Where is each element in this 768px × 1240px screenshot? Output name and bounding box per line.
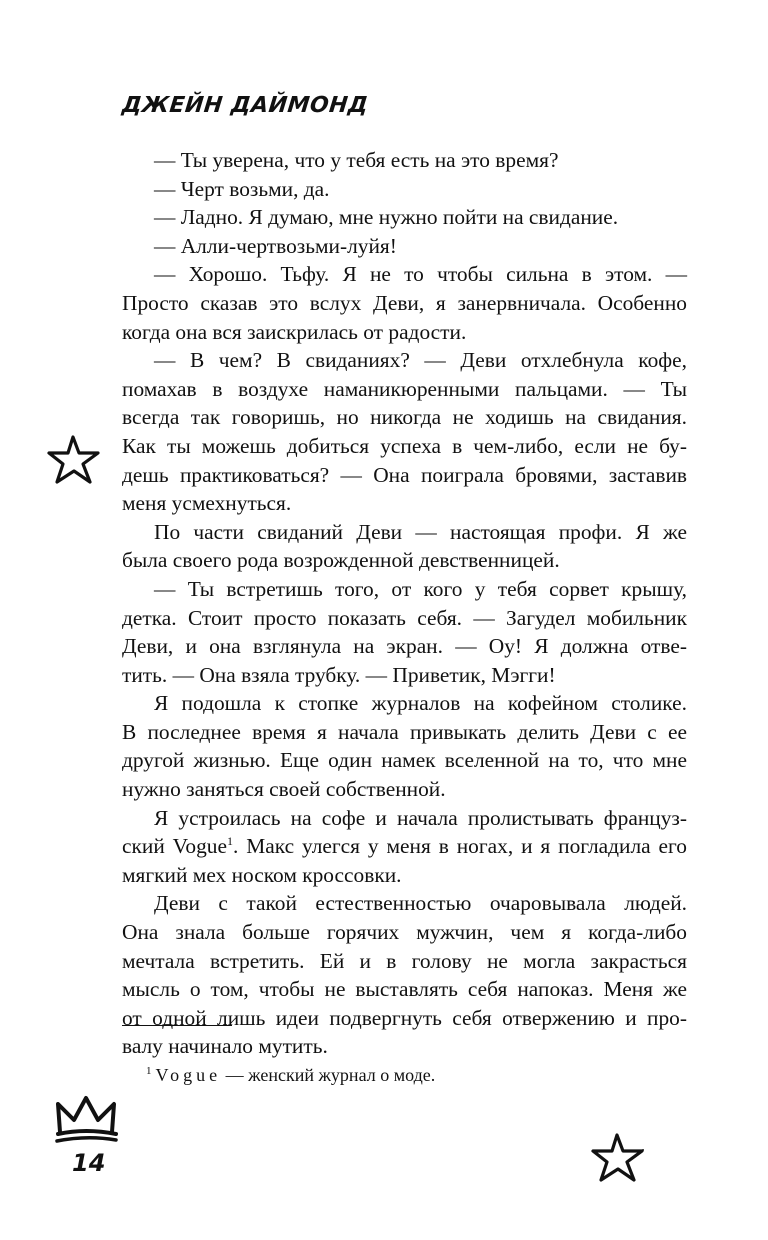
text-line: Просто сказав это вслух Деви, я занервничала. Особенно (122, 290, 687, 315)
text-line: мысль о том, чтобы не выставлять себя напоказ. Меня же (122, 977, 687, 1002)
text-line: — Ладно. Я думаю, мне нужно пойти на свидание. (154, 205, 619, 230)
page-number: 14 (72, 1149, 106, 1177)
text-line: — Ты уверена, что у тебя есть на это время? (154, 148, 559, 172)
text-line: Как ты можешь добиться успеха в чем-либо, если не бу- (122, 433, 687, 458)
text-line: была своего рода возрожденной девственницей. (122, 548, 560, 573)
text-line: В последнее время я начала привыкать делить Деви с ее (122, 719, 687, 744)
text-line: валу начинало мутить. (122, 1034, 328, 1059)
text-line: всегда так говоришь, но никогда не ходишь на свидания. (122, 405, 687, 430)
text-line: дешь практиковаться? — Она поиграла бровями, заставив (122, 462, 687, 487)
text-line: — Алли-чертвозьми-луйя! (154, 233, 397, 258)
text-line: Я подошла к стопке журналов на кофейном столике. (154, 691, 687, 716)
footnote-term: Vogue (155, 1065, 222, 1085)
text-line: меня усмехнуться. (122, 491, 292, 516)
running-head: ДЖЕЙН ДАЙМОНД (120, 93, 370, 118)
footnote-text: — женский журнал о моде. (221, 1065, 436, 1085)
footnote-mark: 1 (146, 1065, 152, 1077)
text-line: — Черт возьми, да. (154, 176, 330, 201)
footnote (146, 1063, 435, 1087)
text-line: другой жизнью. Еще один намек вселенной на то, что мне (122, 748, 687, 773)
text-line: Деви с такой естественностью очаровывала людей. (154, 891, 687, 916)
crown-icon (54, 1094, 120, 1146)
text-line: — В чем? В свиданиях? — Деви отхлебнула кофе, (154, 348, 687, 373)
text-line: мечтала встретить. Ей и в голову не могла закрасться (122, 948, 687, 973)
text-line: когда она вся заискрилась от радости. (122, 319, 467, 344)
text-line: мягкий мех носком кроссовки. (122, 862, 402, 887)
text-line: ский Vogue$^1$. Макс улегся у меня в ногах, и я погладила его (122, 834, 687, 859)
text-line: Она знала больше горячих мужчин, чем я когда-либо (122, 920, 687, 945)
text-line: — Хорошо. Тьфу. Я не то чтобы сильна в этом. — (154, 262, 687, 287)
text-line: — Ты встретишь того, от кого у тебя сорвет крышу, (154, 576, 687, 601)
text-line: Деви, и она взглянула на экран. — Оу! Я должна отве- (122, 634, 687, 659)
footnote-reference: 1 (226, 834, 233, 849)
body-text (122, 146, 687, 1061)
star-icon (590, 1132, 646, 1184)
text-line: тить. — Она взяла трубку. — Приветик, Мэгги! (122, 662, 556, 687)
text-line: Я устроилась на софе и начала пролистывать француз- (154, 805, 687, 830)
text-line: нужно заняться своей собственной. (122, 777, 446, 802)
text-line: помахав в воздухе наманикюренными пальцами. — Ты (122, 376, 687, 401)
footnote-divider (122, 1025, 232, 1026)
star-icon (46, 434, 102, 486)
text-line: детка. Стоит просто показать себя. — Загудел мобильник (122, 605, 687, 630)
text-line: По части свиданий Деви — настоящая профи. Я же (154, 519, 687, 544)
text-line: от одной лишь идеи подвергнуть себя отвержению и про- (122, 1005, 687, 1030)
